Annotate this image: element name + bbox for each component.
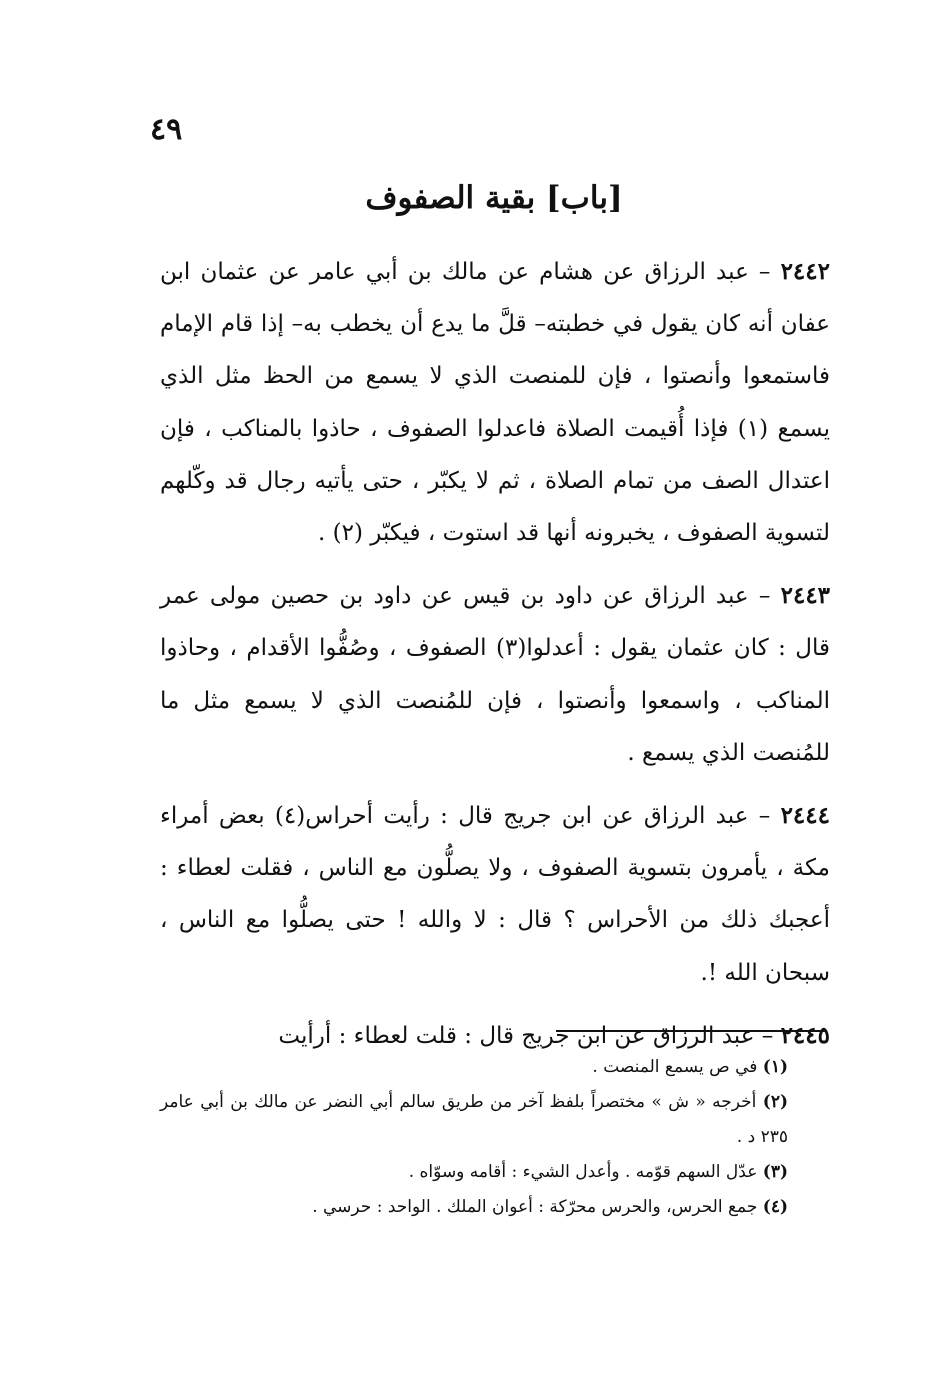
hadith-number: ٢٤٤٢ — [780, 258, 830, 285]
footnote-3 — [160, 1155, 830, 1190]
footnotes — [160, 1050, 830, 1225]
hadith-number: ٢٤٤٣ — [780, 582, 831, 610]
footnote-1 — [160, 1050, 830, 1085]
hadith-number: ٢٤٤٥ — [780, 1021, 830, 1049]
chapter-title: [باب] بقية الصفوف — [365, 180, 623, 216]
footnote-number: (٢) — [762, 1092, 789, 1112]
page-number: ٤٩ — [150, 112, 183, 147]
footnote-number: (٣) — [762, 1162, 788, 1182]
footnote-4 — [160, 1190, 830, 1225]
hadith-number: ٢٤٤٤ — [780, 802, 830, 830]
hadith-text: عبد الرزاق عن داود بن قيس عن داود بن حصين مولى عمر قال : كان عثمان يقول : أعدلوا(٣) الصفوف ، وصُفُّوا الأقدام ، وحاذوا المناكب ، واسمعوا وأنصتوا ، فإن للمُنصت الذي لا يسمع مثل ما للمُنصت الذي يسمع . — [160, 583, 830, 766]
hadith-text: عبد الرزاق عن ابن جريج قال : قلت لعطاء : أرأيت — [278, 1022, 755, 1049]
footnote-text: أخرجه « ش » مختصراً بلفظ آخر من طريق سالم أبي النضر عن مالك بن أبي عامر ٢٣٥ د . — [160, 1092, 788, 1147]
footnote-text: عدّل السهم قوّمه . وأعدل الشيء : أقامه وسوّاه . — [408, 1162, 758, 1182]
hadith-2442: ٢٤٤٢ – عبد الرزاق عن هشام عن مالك بن أبي عامر عن عثمان ابن عفان أنه كان يقول في خطبته– قلَّ ما يدع أن يخطب به– إذا قام الإمام فاستمعوا وأنصتوا ، فإن للمنصت الذي لا يسمع من الحظ مثل الذي يسمع (١) فإذا أُقيمت الصلاة فاعدلوا الصفوف ، حاذوا بالمناكب ، فإن اعتدال الصف من تمام الصلاة ، ثم لا يكبّر ، حتى يأتيه رجال قد وكّلهم لتسوية الصفوف ، يخبرونه أنها قد استوت ، فيكبّر (٢) . — [160, 258, 830, 547]
footnote-text: جمع الحرس، والحرس محرّكة : أعوان الملك . الواحد : حرسي . — [312, 1197, 758, 1217]
footnote-2 — [160, 1085, 830, 1155]
hadith-text: عبد الرزاق عن هشام عن مالك بن أبي عامر عن عثمان ابن عفان أنه كان يقول في خطبته– قلَّ ما يدع أن يخطب به– إذا قام الإمام فاستمعوا وأنصتوا ، فإن للمنصت الذي لا يسمع من الحظ مثل الذي يسمع (١) فإذا أُقيمت الصلاة فاعدلوا الصفوف ، حاذوا بالمناكب ، فإن اعتدال الصف من تمام الصلاة ، ثم لا يكبّر ، حتى يأتيه رجال قد وكّلهم لتسوية الصفوف ، يخبرونه أنها قد استوت ، فيكبّر (٢) . — [160, 259, 830, 547]
hadith-list — [160, 246, 830, 1073]
footnote-separator — [556, 1030, 826, 1032]
footnote-number: (١) — [762, 1057, 788, 1077]
hadith-2444: ٢٤٤٤ – عبد الرزاق عن ابن جريج قال : رأيت أحراس(٤) بعض أمراء مكة ، يأمرون بتسوية الصفوف ، ولا يصلُّون مع الناس ، فقلت لعطاء : أعجبك ذلك من الأحراس ؟ قال : لا والله ! حتى يصلُّوا مع الناس ، سبحان الله !. — [160, 802, 830, 986]
footnote-number: (٤) — [762, 1197, 788, 1217]
hadith-2445: ٢٤٤٥ – عبد الرزاق عن ابن جريج قال : قلت لعطاء : أرأيت — [278, 1021, 830, 1049]
hadith-text: عبد الرزاق عن ابن جريج قال : رأيت أحراس(٤) بعض أمراء مكة ، يأمرون بتسوية الصفوف ، ولا يصلُّون مع الناس ، فقلت لعطاء : أعجبك ذلك من الأحراس ؟ قال : لا والله ! حتى يصلُّوا مع الناس ، سبحان الله !. — [160, 803, 830, 986]
footnote-text: في ص يسمع المنصت . — [592, 1057, 758, 1077]
hadith-2443: ٢٤٤٣ – عبد الرزاق عن داود بن قيس عن داود بن حصين مولى عمر قال : كان عثمان يقول : أعدلوا(٣) الصفوف ، وصُفُّوا الأقدام ، وحاذوا المناكب ، واسمعوا وأنصتوا ، فإن للمُنصت الذي لا يسمع مثل ما للمُنصت الذي يسمع . — [160, 582, 831, 766]
